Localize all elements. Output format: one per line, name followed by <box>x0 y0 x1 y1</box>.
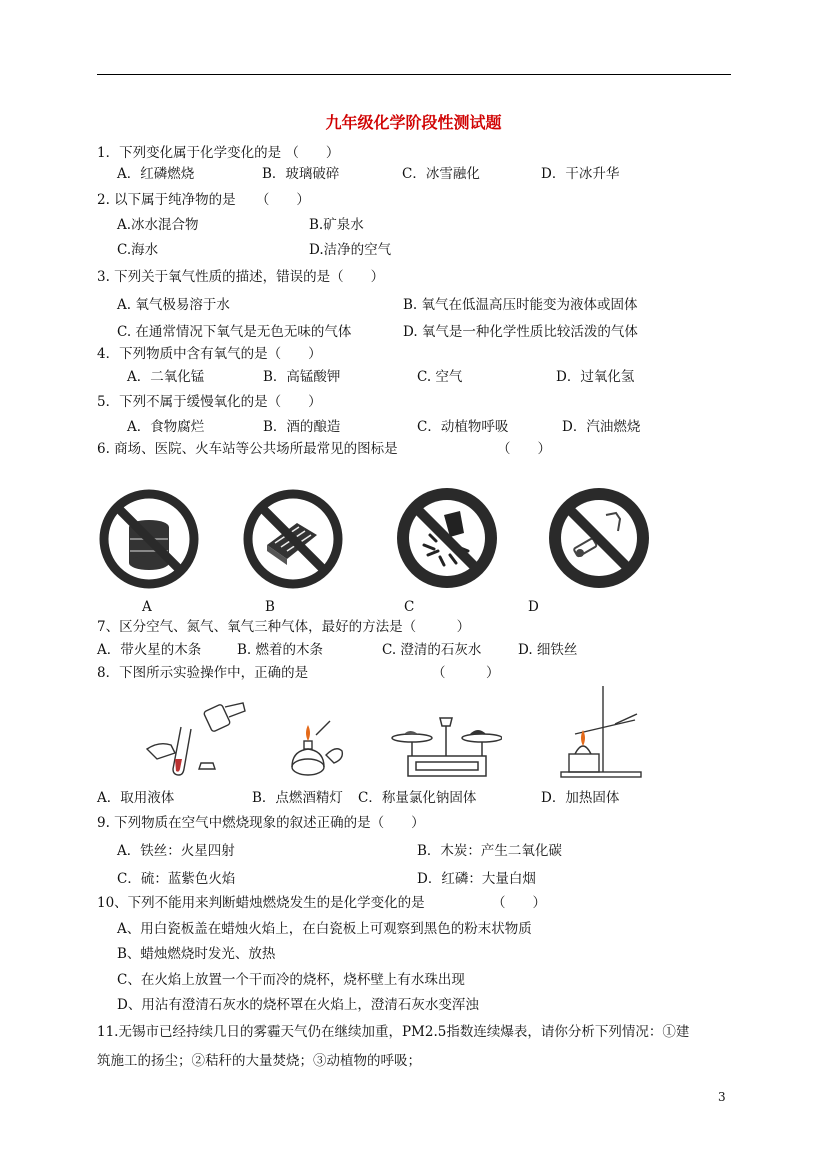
q1-option-b: B．玻璃破碎 <box>262 166 340 182</box>
q5-option-a: A．食物腐烂 <box>127 419 205 435</box>
q7-stem: 7、区分空气、氮气、氧气三种气体，最好的方法是（ ） <box>97 619 471 635</box>
q11-line2: 筑施工的扬尘；②秸秆的大量焚烧；③动植物的呼吸； <box>97 1053 421 1069</box>
q5-option-c: C．动植物呼吸 <box>417 419 509 435</box>
q2-option-a: A.冰水混合物 <box>117 217 199 233</box>
q4-option-a: A．二氧化锰 <box>127 369 205 385</box>
q3-option-c: C. 在通常情况下氧气是无色无味的气体 <box>117 324 352 340</box>
q8-option-c: C．称量氯化钠固体 <box>358 790 477 806</box>
q8-option-b: B．点燃酒精灯 <box>252 790 343 806</box>
q6-label-c: C <box>404 599 415 615</box>
q10-stem: 10、下列不能用来判断蜡烛燃烧发生的是化学变化的是 <box>97 895 425 911</box>
q1-option-d: D．干冰升华 <box>541 166 620 182</box>
q2-option-c: C.海水 <box>117 242 159 258</box>
q1-stem: 1．下列变化属于化学变化的是 （ ） <box>97 145 340 161</box>
no-matches-sign-icon <box>241 487 345 591</box>
alcohol-lamp-lighting-icon <box>282 715 354 780</box>
q2-stem: 2. 以下属于纯净物的是 （ ） <box>97 192 310 208</box>
q1-option-c: C．冰雪融化 <box>402 166 480 182</box>
page-title: 九年级化学阶段性测试题 <box>325 113 502 132</box>
q6-label-d: D <box>528 599 539 615</box>
q5-option-b: B．酒的酿造 <box>263 419 341 435</box>
q5-stem: 5．下列不属于缓慢氧化的是（ ） <box>97 394 322 410</box>
q10-option-c: C、在火焰上放置一个干而冷的烧杯，烧杯壁上有水珠出现 <box>117 972 465 988</box>
q6-stem: 6. 商场、医院、火车站等公共场所最常见的图标是 <box>97 441 398 457</box>
q3-option-a: A. 氧气极易溶于水 <box>117 297 230 313</box>
q7-option-d: D. 细铁丝 <box>518 642 578 658</box>
q11-line1: 11.无锡市已经持续几日的雾霾天气仍在继续加重，PM2.5指数连续爆表，请你分析下列情况：①建 <box>97 1024 690 1040</box>
q9-stem: 9. 下列物质在空气中燃烧现象的叙述正确的是（ ） <box>97 815 425 831</box>
q9-option-d: D．红磷：大量白烟 <box>417 871 536 887</box>
q4-option-c: C. 空气 <box>417 369 463 385</box>
q10-option-b: B、蜡烛燃烧时发光、放热 <box>117 946 276 962</box>
q6-label-a: A <box>142 599 152 615</box>
q9-option-a: A．铁丝：火星四射 <box>117 843 235 859</box>
q7-option-c: C. 澄清的石灰水 <box>382 642 482 658</box>
q4-option-d: D．过氧化氢 <box>556 369 635 385</box>
q2-option-d: D.洁净的空气 <box>309 242 392 258</box>
no-smoking-sign-icon <box>546 485 652 591</box>
q3-option-b: B. 氧气在低温高压时能变为液体或固体 <box>403 297 638 313</box>
q5-option-d: D．汽油燃烧 <box>562 419 641 435</box>
heating-solid-apparatus-icon <box>555 684 647 780</box>
q2-option-b: B.矿泉水 <box>309 217 364 233</box>
q8-stem: 8．下图所示实验操作中，正确的是 <box>97 665 309 681</box>
q9-option-c: C．硫：蓝紫色火焰 <box>117 871 236 887</box>
header-rule <box>97 74 731 75</box>
q6-answer-paren: （ ） <box>497 441 551 457</box>
q8-answer-paren: （ ） <box>432 665 500 681</box>
no-fireworks-sign-icon <box>394 485 500 591</box>
q4-option-b: B．高锰酸钾 <box>263 369 341 385</box>
q10-answer-paren: （ ） <box>492 895 546 911</box>
q8-option-d: D．加热固体 <box>541 790 620 806</box>
q6-label-b: B <box>265 599 275 615</box>
no-chemical-barrel-sign-icon <box>97 487 201 591</box>
q9-option-b: B．木炭：产生二氧化碳 <box>417 843 562 859</box>
q8-option-a: A．取用液体 <box>97 790 175 806</box>
page-number: 3 <box>718 1090 726 1104</box>
q7-option-a: A．带火星的木条 <box>97 642 202 658</box>
q7-option-b: B. 燃着的木条 <box>237 642 324 658</box>
q10-option-a: A、用白瓷板盖在蜡烛火焰上，在白瓷板上可观察到黑色的粉末状物质 <box>117 921 532 937</box>
q1-option-a: A．红磷燃烧 <box>117 166 195 182</box>
pouring-liquid-test-tube-icon <box>145 697 255 779</box>
balance-scale-icon <box>390 712 502 780</box>
q10-option-d: D、用沾有澄清石灰水的烧杯罩在火焰上，澄清石灰水变浑浊 <box>117 997 479 1013</box>
q3-stem: 3. 下列关于氧气性质的描述，错误的是（ ） <box>97 269 385 285</box>
q4-stem: 4．下列物质中含有氧气的是（ ） <box>97 346 322 362</box>
q3-option-d: D. 氧气是一种化学性质比较活泼的气体 <box>403 324 638 340</box>
